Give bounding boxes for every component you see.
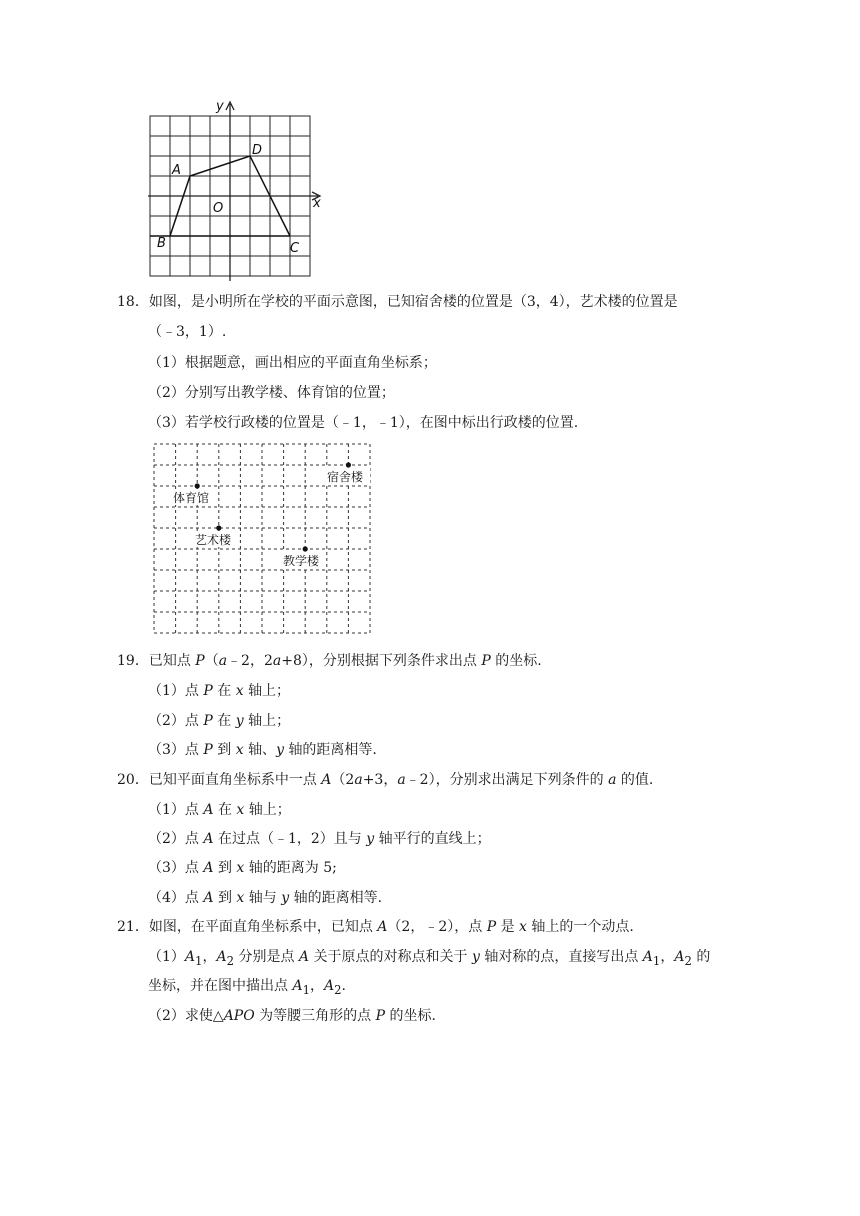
q21-sub2: （2）求使△APO 为等腰三角形的点 P 的坐标. [148, 1008, 436, 1024]
point-label-d: D [252, 143, 263, 158]
gym-label: 体育馆 [173, 491, 210, 505]
art-label: 艺术楼 [195, 533, 232, 547]
q21-line1: 21．如图，在平面直角坐标系中，已知点 A（2，﹣2），点 P 是 x 轴上的一个动点. [117, 919, 634, 935]
figure-coordinate-grid [140, 96, 330, 286]
q20-sub3: （3）点 A 到 x 轴的距离为 5; [148, 860, 337, 876]
q18-sub1: （1）根据题意，画出相应的平面直角坐标系； [148, 355, 437, 371]
teach-label: 教学楼 [283, 554, 320, 568]
q19-sub1: （1）点 P 在 x 轴上； [148, 683, 291, 699]
point-label-a: A [172, 163, 181, 178]
q20-sub4: （4）点 A 到 x 轴与 y 轴的距离相等. [148, 890, 383, 906]
q20-line1: 20．已知平面直角坐标系中一点 A（2a+3，a﹣2），分别求出满足下列条件的 a 的值. [117, 772, 654, 788]
q18-line1: 18．如图，是小明所在学校的平面示意图，已知宿舍楼的位置是（3，4），艺术楼的位置是 [117, 294, 678, 310]
dorm-point [346, 462, 351, 467]
q21-sub1-line1: $(1)A_1$，$A_2$ 分别是点 A 关于原点的对称点和关于 y 轴对称的点，直接写出点 $A_1$，$A_2$ 的 [148, 949, 711, 968]
q20-sub1: （1）点 A 在 x 轴上； [148, 802, 291, 818]
origin-label: O [213, 201, 224, 216]
y-axis-label: y [216, 99, 224, 114]
x-axis-label: x [313, 196, 321, 211]
point-label-b: B [157, 236, 166, 251]
q20-sub2: （2）点 A 在过点（﹣1，2）且与 y 轴平行的直线上； [148, 831, 491, 847]
q19-sub3: （3）点 P 到 x 轴、y 轴的距离相等. [148, 742, 377, 758]
art-point [216, 525, 221, 530]
q19-sub2: （2）点 P 在 y 轴上； [148, 713, 291, 729]
teach-point [303, 546, 308, 551]
q21-sub1-line2: 坐标，并在图中描出点 $A_1$，$A_2$. [148, 978, 346, 997]
q18-line2: （﹣3，1）. [148, 324, 227, 340]
q19-line1: 19．已知点 P（a﹣2，2a+8），分别根据下列条件求出点 P 的坐标. [117, 653, 542, 669]
gym-point [195, 483, 200, 488]
school-map [148, 440, 378, 640]
q18-sub2: （2）分别写出教学楼、体育馆的位置； [148, 385, 395, 401]
dorm-label: 宿舍楼 [327, 470, 364, 484]
point-label-c: C [290, 241, 300, 256]
q18-sub3: （3）若学校行政楼的位置是（﹣1，﹣1），在图中标出行政楼的位置. [148, 415, 579, 431]
